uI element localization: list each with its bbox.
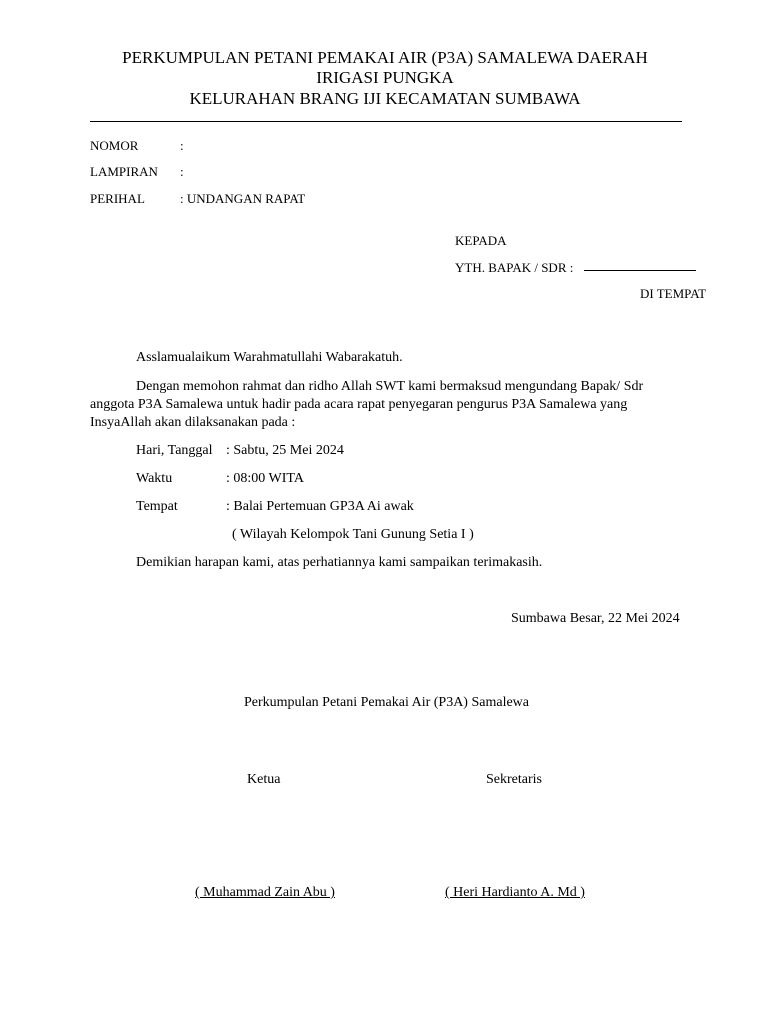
letterhead-line-2: IRIGASI PUNGKA — [316, 68, 454, 87]
nomor-label: NOMOR — [90, 138, 139, 153]
lampiran-value: : — [180, 164, 184, 179]
intro-line-3: InsyaAllah akan dilaksanakan pada : — [90, 415, 296, 430]
closing-paragraph: Demikian harapan kami, atas perhatiannya kami sampaikan terimakasih. — [136, 555, 543, 570]
greeting: Asslamualaikum Warahmatullahi Wabarakatuh. — [136, 350, 403, 365]
letterhead-divider — [90, 121, 682, 122]
tempat-detail: ( Wilayah Kelompok Tani Gunung Setia I ) — [232, 527, 474, 542]
recipient-name-line — [584, 270, 696, 271]
intro-line-2: anggota P3A Samalewa untuk hadir pada acara rapat penyegaran pengurus P3A Samalewa yang — [90, 397, 628, 412]
perihal-value: : UNDANGAN RAPAT — [180, 191, 306, 206]
recipient-di-tempat: DI TEMPAT — [640, 286, 707, 301]
nomor-value: : — [180, 138, 184, 153]
tempat-label: Tempat — [136, 499, 178, 514]
hari-label: Hari, Tanggal — [136, 443, 213, 458]
place-date: Sumbawa Besar, 22 Mei 2024 — [511, 611, 680, 626]
ketua-title: Ketua — [247, 772, 281, 787]
sekretaris-name: ( Heri Hardianto A. Md ) — [445, 885, 585, 900]
recipient-yth: YTH. BAPAK / SDR : — [455, 260, 574, 275]
letterhead-line-3: KELURAHAN BRANG IJI KECAMATAN SUMBAWA — [189, 89, 581, 108]
letterhead-line-1: PERKUMPULAN PETANI PEMAKAI AIR (P3A) SAMALEWA DAERAH — [122, 48, 648, 67]
sekretaris-title: Sekretaris — [486, 772, 542, 787]
ketua-name: ( Muhammad Zain Abu ) — [195, 885, 335, 900]
intro-line-1: Dengan memohon rahmat dan ridho Allah SWT kami bermaksud mengundang Bapak/ Sdr — [136, 379, 644, 394]
lampiran-label: LAMPIRAN — [90, 164, 158, 179]
recipient-kepada: KEPADA — [455, 233, 507, 248]
hari-value: : Sabtu, 25 Mei 2024 — [226, 443, 344, 458]
tempat-value: : Balai Pertemuan GP3A Ai awak — [226, 499, 414, 514]
perihal-label: PERIHAL — [90, 191, 145, 206]
organization-name: Perkumpulan Petani Pemakai Air (P3A) Samalewa — [244, 695, 529, 710]
waktu-value: : 08:00 WITA — [226, 471, 304, 486]
waktu-label: Waktu — [136, 471, 173, 486]
